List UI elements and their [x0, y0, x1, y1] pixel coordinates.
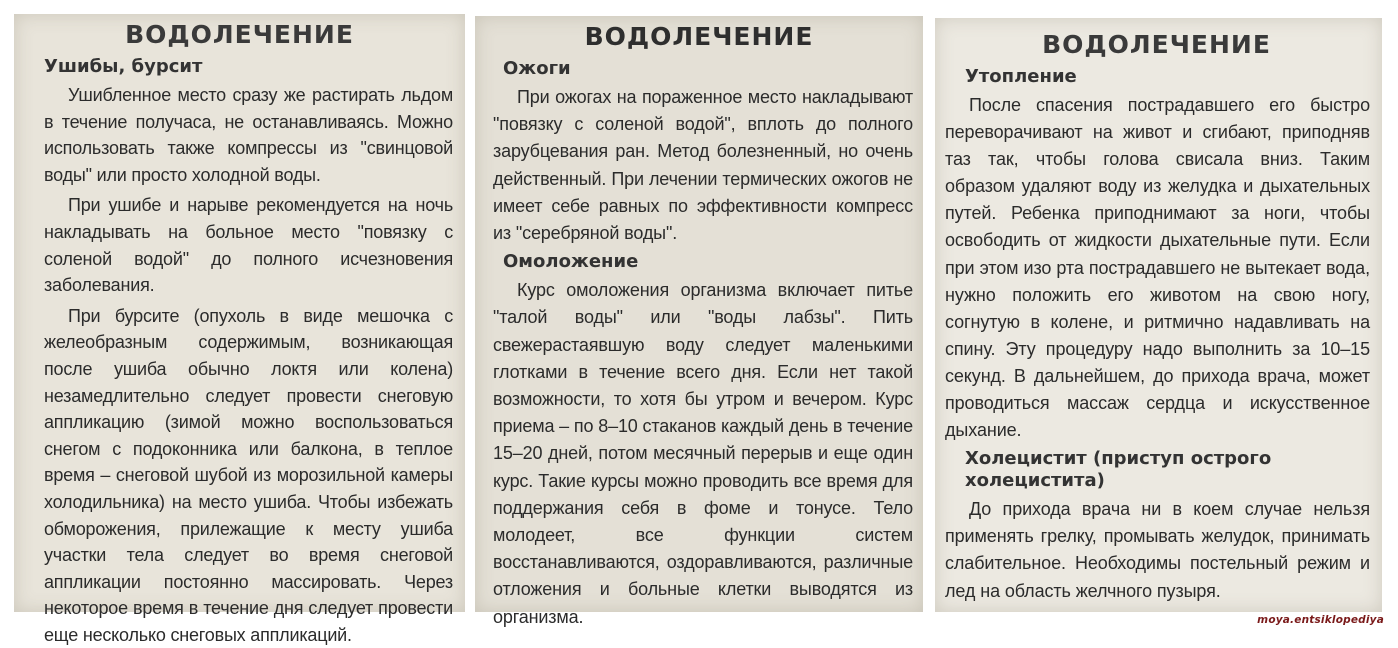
paragraph: Ушибленное место сразу же растирать льдом в течение получаса, не останавливаясь. Можно использовать также компрессы из "свинцовой воды" или просто холодной воды. [44, 85, 453, 185]
clipping-bruises [14, 14, 465, 645]
section-heading: Омоложение [503, 251, 639, 273]
section-heading: Холецистит (приступ острого холецистита) [965, 448, 1272, 492]
paragraph: До прихода врача ни в коем случае нельзя применять грелку, промывать желудок, принимать слабительное. Необходимы постельный режим и лед на область желчного пузыря. [945, 499, 1370, 601]
paragraph: При ожогах на пораженное место накладывают "повязку с соленой водой", вплоть до полного зарубцевания ран. Метод болезненный, но очень действенный. При лечении термических ожогов не имеет себе равных по эффективности компресс из "серебряной воды". [493, 87, 913, 244]
paragraph: При ушибе и нарыве рекомендуется на ночь накладывать на больное место "повязку с соленой водой" до полного исчезновения заболевания. [44, 195, 453, 296]
clipping-title: ВОДОЛЕЧЕНИЕ [1042, 30, 1271, 59]
paragraph: После спасения пострадавшего его быстро переворачивают на живот и сгибают, приподняв таз так, чтобы голова свисала вниз. Таким образом удаляют воду из желудка и дыхательных путей. Ребенка приподнимают за ноги, чтобы освободить от жидкости дыхательные пути. Если при этом изо рта пострадавшего не вытекает вода, нужно положить его животом на свою ногу, согнутую в колене, и ритмично надавливать на спину. Эту процедуру надо выполнить за 10–15 секунд. В дальнейшем, до прихода врача, может проводиться массаж сердца и искусственное дыхание. [945, 95, 1370, 441]
section-heading: Утопление [965, 66, 1077, 87]
paragraph: При бурсите (опухоль в виде мешочка с желеобразным содержимым, возникающая после ушиба обычно локтя или колена) незамедлительно следует провести снеговую аппликацию (зимой можно воспользоваться снегом с подоконника или балкона, в теплое время – снеговой шубой из морозильной камеры холодильника) на место ушиба. Чтобы избежать обморожения, прилежащие к месту ушиба участки тела следует во время снеговой аппликации постоянно массировать. Через некоторое время в течение дня следует провести еще несколько снеговых аппликаций. [44, 305, 453, 645]
clipping-burns-rejuvenation [475, 16, 923, 627]
watermark: moya.entsiklopediya [1257, 614, 1384, 626]
clipping-title: ВОДОЛЕЧЕНИЕ [125, 20, 354, 49]
section-heading: Ушибы, бурсит [44, 56, 203, 77]
clipping-title: ВОДОЛЕЧЕНИЕ [584, 22, 814, 51]
section-heading: Ожоги [503, 58, 571, 79]
paragraph: Курс омоложения организма включает питье "талой воды" или "воды лабзы". Пить свежерастаявшую воду следует маленькими глотками в течение всего дня. Если нет такой возможности, то хотя бы утром и вечером. Курс приема – по 8–10 стаканов каждый день в течение 15–20 дней, потом месячный перерыв и еще один курс. Такие курсы можно проводить все время для поддержания себя в фоме и тонусе. Тело молодеет, все функции систем восстанавливаются, оздоравливаются, различные отложения и больные клетки выводятся из организма. [493, 280, 913, 627]
clipping-drowning-cholecystitis [935, 18, 1382, 612]
